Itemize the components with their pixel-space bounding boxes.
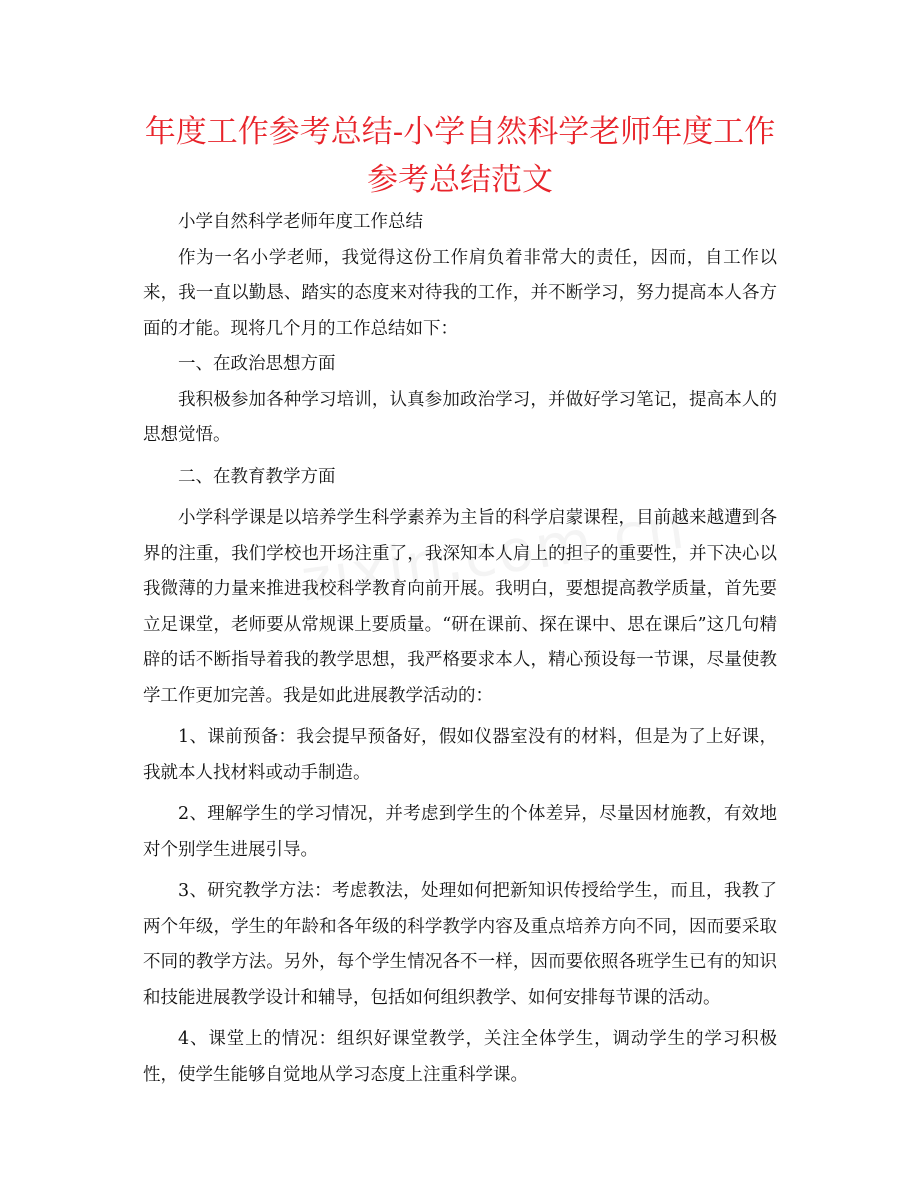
paragraph-item-3: 3、研究教学方法：考虑教法，处理如何把新知识传授给学生，而且，我教了两个年级，学生的年龄和各年级的科学教学内容及重点培养方向不同，因而要采取不同的教学方法。另外，每个学生情况各不一样，因而要依照各班学生已有的知识和技能进展教学设计和辅导，包括如何组织教学、如何安排每节课的活动。 <box>143 881 777 1008</box>
paragraph-item-2: 2、理解学生的学习情况，并考虑到学生的个体差异，尽量因材施教，有效地对个别学生进展引导。 <box>143 804 777 860</box>
paragraph-intro: 作为一名小学老师，我觉得这份工作肩负着非常大的责任，因而，自工作以来，我一直以勤恳、踏实的态度来对待我的工作，并不断学习，努力提高本人各方面的才能。现将几个月的工作总结如下： <box>143 247 777 339</box>
document-title: 年度工作参考总结-小学自然科学老师年度工作参考总结范文 <box>144 114 776 198</box>
section-heading-politics: 一、在政治思想方面 <box>178 354 336 374</box>
paragraph-item-4: 4、课堂上的情况：组织好课堂教学，关注全体学生，调动学生的学习积极性，使学生能够自觉地从学习态度上注重科学课。 <box>143 1029 777 1085</box>
paragraph-politics: 我积极参加各种学习培训，认真参加政治学习，并做好学习笔记，提高本人的思想觉悟。 <box>143 389 777 445</box>
document-body <box>143 205 777 1093</box>
section-heading-teaching: 二、在教育教学方面 <box>178 466 336 487</box>
paragraph-item-1: 1、课前预备：我会提早预备好，假如仪器室没有的材料，但是为了上好课，我就本人找材料或动手制造。 <box>143 727 777 783</box>
paragraph-subtitle: 小学自然科学老师年度工作总结 <box>178 212 423 232</box>
paragraph-teaching: 小学科学课是以培养学生科学素养为主旨的科学启蒙课程，目前越来越遭到各界的注重，我们学校也开场注重了，我深知本人肩上的担子的重要性，并下决心以我微薄的力量来推进我校科学教育向前开展。我明白，要想提高教学质量，首先要立足课堂，老师要从常规课上要质量。“研在课前、探在课中、思在课后”这几句精辟的话不断指导着我的教学思想，我严格要求本人，精心预设每一节课，尽量使教学工作更加完善。我是如此进展教学活动的： <box>143 508 777 706</box>
